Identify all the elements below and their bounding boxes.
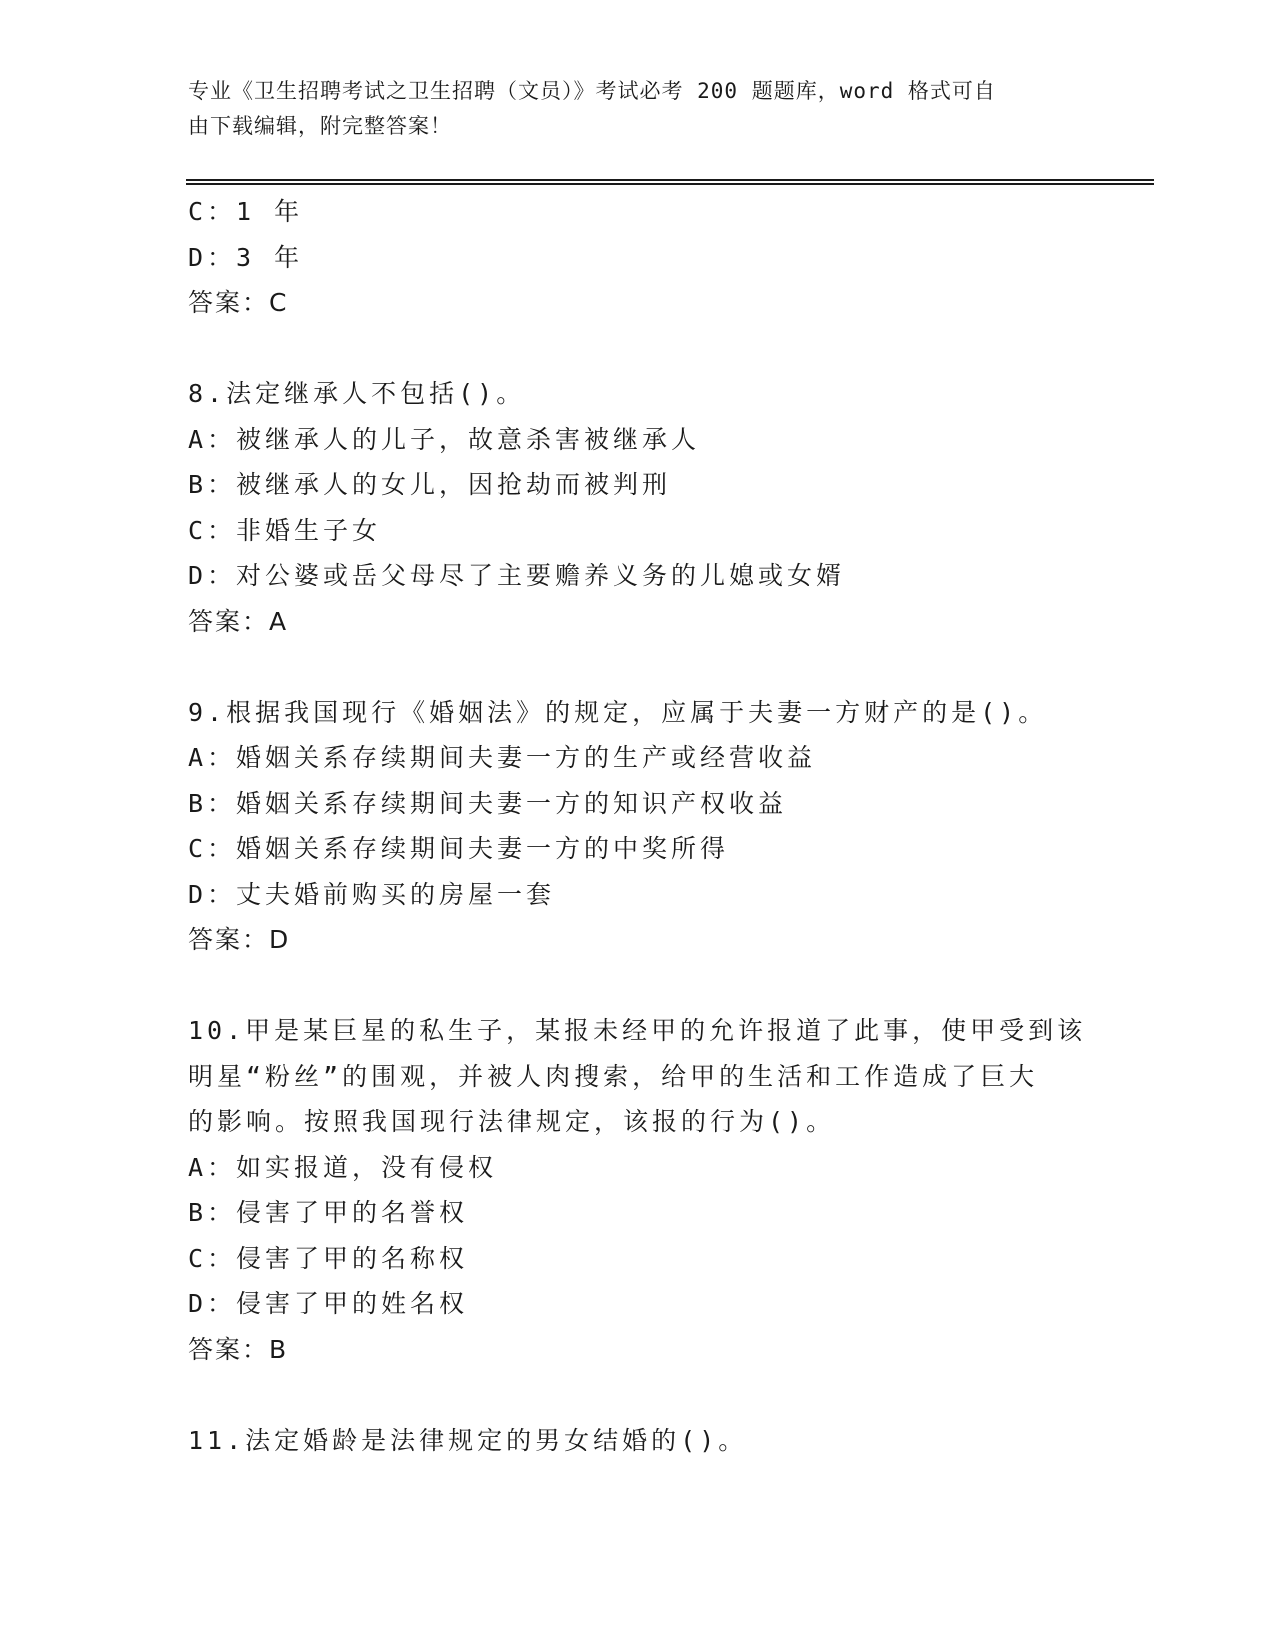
question-stem-line-3: 的影响。按照我国现行法律规定，该报的行为()。 — [188, 1107, 836, 1136]
option-a: A：婚姻关系存续期间夫妻一方的生产或经营收益 — [188, 743, 817, 772]
option-c: C：1 年 — [188, 197, 304, 226]
spacer — [188, 963, 1088, 1009]
option-d: D：丈夫婚前购买的房屋一套 — [188, 879, 556, 909]
option-c: C：侵害了甲的名称权 — [188, 1243, 469, 1273]
header-line-1: 专业《卫生招聘考试之卫生招聘（文员）》考试必考 200 题题库，word 格式可自 — [188, 79, 996, 103]
header-line-2: 由下载编辑，附完整答案！ — [188, 114, 452, 138]
question-stem: 9.根据我国现行《婚姻法》的规定，应属于夫妻一方财产的是()。 — [188, 697, 1048, 727]
header-rule-bottom — [186, 183, 1154, 185]
option-d: D：对公婆或岳父母尽了主要赡养义务的儿媳或女婿 — [188, 561, 846, 590]
option-b: B：婚姻关系存续期间夫妻一方的知识产权收益 — [188, 788, 788, 818]
question-stem-line-2: 明星“粉丝”的围观，并被人肉搜索，给甲的生活和工作造成了巨大 — [188, 1061, 1039, 1091]
question-9 — [188, 690, 1088, 963]
question-7-continuation — [188, 189, 1088, 326]
question-8 — [188, 371, 1088, 644]
answer-line: 答案：C — [188, 288, 289, 317]
answer-line: 答案：B — [188, 1334, 289, 1364]
option-c: C：非婚生子女 — [188, 515, 382, 545]
question-10 — [188, 1008, 1088, 1372]
option-d: D：侵害了甲的姓名权 — [188, 1289, 469, 1318]
option-b: B：被继承人的女儿，因抢劫而被判刑 — [188, 470, 672, 499]
option-b: B：侵害了甲的名誉权 — [188, 1198, 469, 1227]
question-11 — [188, 1418, 1088, 1464]
option-a: A：如实报道，没有侵权 — [188, 1152, 498, 1182]
spacer — [188, 644, 1088, 690]
question-stem: 11.法定婚龄是法律规定的男女结婚的()。 — [188, 1425, 748, 1455]
document-header — [188, 74, 1068, 144]
question-list — [188, 189, 1088, 1463]
answer-line: 答案：A — [188, 606, 289, 636]
option-c: C：婚姻关系存续期间夫妻一方的中奖所得 — [188, 834, 730, 863]
header-rule-top — [186, 179, 1154, 181]
answer-line: 答案：D — [188, 925, 291, 954]
question-stem-line-1: 10.甲是某巨星的私生子，某报未经甲的允许报道了此事，使甲受到该 — [188, 1016, 1087, 1045]
question-stem: 8.法定继承人不包括()。 — [188, 379, 526, 408]
spacer — [188, 1372, 1088, 1418]
option-d: D：3 年 — [188, 242, 304, 272]
spacer — [188, 326, 1088, 372]
option-a: A：被继承人的儿子，故意杀害被继承人 — [188, 424, 701, 454]
